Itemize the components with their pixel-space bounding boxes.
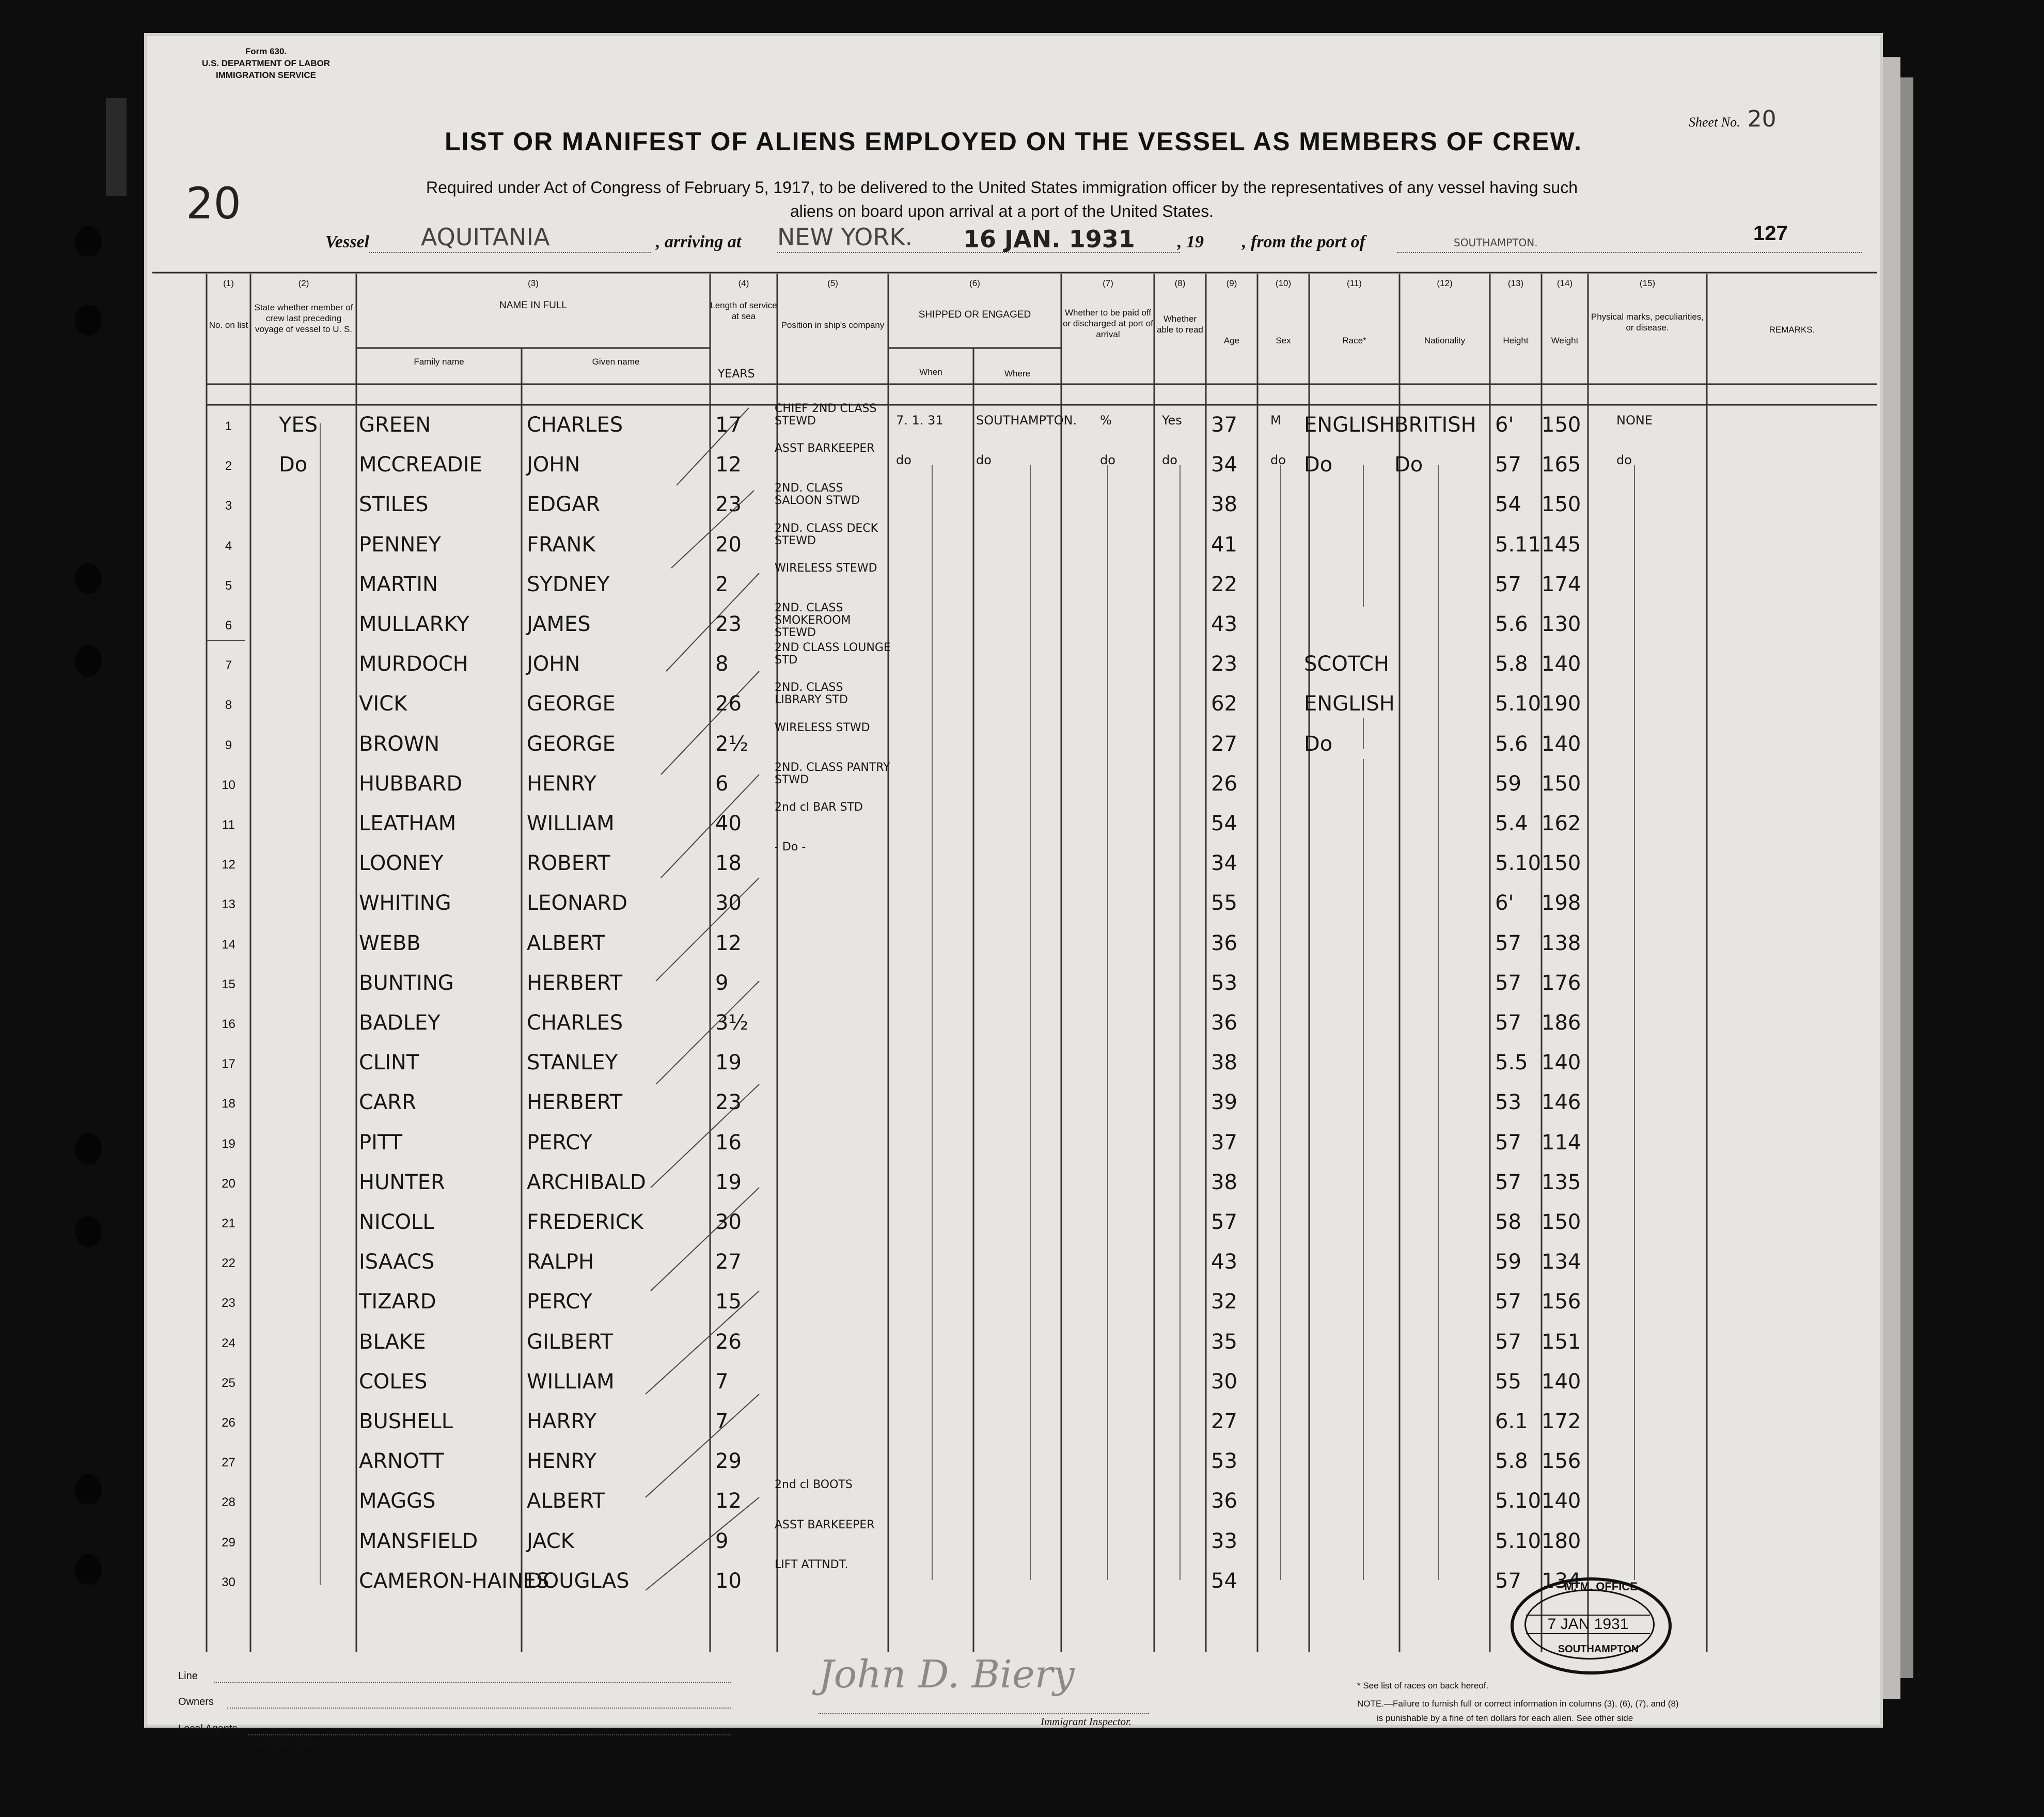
cell-race: Do <box>1304 453 1333 477</box>
cell-family: BADLEY <box>359 1011 441 1035</box>
cell-height: 6.1 <box>1495 1410 1528 1433</box>
cell-age: 43 <box>1211 1250 1237 1274</box>
cell-family: STILES <box>359 493 429 517</box>
cell-weight: 165 <box>1542 453 1581 477</box>
cell-given: ARCHIBALD <box>527 1170 646 1194</box>
cell-family: NICOLL <box>359 1210 434 1234</box>
cell-height: 5.8 <box>1495 652 1528 676</box>
cell-service: 7 <box>715 1369 729 1394</box>
cell-weight: 114 <box>1542 1130 1581 1155</box>
cell-family: PENNEY <box>359 532 441 557</box>
cell-age: 23 <box>1211 652 1237 676</box>
cell-weight: 172 <box>1542 1410 1581 1433</box>
cell-service: 19 <box>715 1051 742 1075</box>
cell-service: 12 <box>715 1489 742 1513</box>
margin-note: 20 <box>186 178 241 229</box>
cell-given: RALPH <box>527 1250 594 1274</box>
cell-service: 27 <box>715 1250 742 1274</box>
cell-given: JACK <box>527 1529 574 1553</box>
cell-no: 26 <box>222 1416 235 1430</box>
cell-height: 5.10 <box>1495 1529 1542 1553</box>
legal-requirement: Required under Act of Congress of February 5, 1917, to be delivered to the United States immigration officer by the representatives of any vessel having such aliens on board upon arrival at a port of the United States. <box>426 178 1578 220</box>
cell-height: 5.6 <box>1495 732 1528 756</box>
cell-height: 54 <box>1495 493 1521 517</box>
cell-given: HENRY <box>527 771 596 796</box>
cell-weight: 145 <box>1542 532 1581 557</box>
cell-age: 30 <box>1211 1369 1237 1394</box>
cell-no: 12 <box>222 858 235 872</box>
cell-given: LEONARD <box>527 891 627 915</box>
cell-given: GEORGE <box>527 732 616 756</box>
cell-given: JAMES <box>527 612 591 636</box>
cell-weight: 140 <box>1542 732 1581 756</box>
cell-weight: 150 <box>1542 771 1581 796</box>
cell-weight: 176 <box>1542 971 1581 995</box>
cell-weight: 135 <box>1542 1170 1581 1194</box>
cell-age: 38 <box>1211 1170 1237 1194</box>
cell-age: 33 <box>1211 1529 1237 1553</box>
cell-age: 39 <box>1211 1091 1237 1115</box>
service-name: IMMIGRATION SERVICE <box>216 70 316 80</box>
cell-position: 2ND CLASS LOUNGE STD <box>775 641 891 667</box>
cell-weight: 186 <box>1542 1011 1581 1035</box>
cell-no: 17 <box>222 1057 235 1071</box>
cell-age: 36 <box>1211 931 1237 955</box>
cell-height: 57 <box>1495 1569 1521 1593</box>
cell-position: ASST BARKEEPER <box>775 442 875 455</box>
cell-no: 21 <box>222 1216 235 1230</box>
cell-height: 57 <box>1495 971 1521 995</box>
cell-race: Do <box>1304 732 1333 756</box>
cell-service: 12 <box>715 931 742 955</box>
service-unit-note: YEARS <box>718 368 755 381</box>
cell-height: 57 <box>1495 1130 1521 1155</box>
department-name: U.S. DEPARTMENT OF LABOR <box>201 58 331 68</box>
cell-nationality: BRITISH <box>1394 413 1476 437</box>
cell-where: SOUTHAMPTON. <box>976 413 1077 428</box>
sheet-number: Sheet No. 20 <box>1689 106 1776 132</box>
cell-no: 11 <box>222 818 235 832</box>
cell-no: 14 <box>222 937 235 952</box>
column-header-3: (3) NAME IN FULL <box>499 278 567 311</box>
cell-sex: M <box>1270 413 1281 428</box>
cell-family: PITT <box>359 1130 403 1155</box>
cell-height: 57 <box>1495 1290 1521 1314</box>
cell-age: 27 <box>1211 1410 1237 1433</box>
cell-family: CLINT <box>359 1051 419 1075</box>
cell-family: MAGGS <box>359 1489 436 1513</box>
cell-height: 57 <box>1495 1011 1521 1035</box>
cell-no: 20 <box>222 1176 235 1191</box>
cell-service: 15 <box>715 1290 742 1314</box>
cell-height: 5.4 <box>1495 812 1528 835</box>
page-title: LIST OR MANIFEST OF ALIENS EMPLOYED ON THE VESSEL AS MEMBERS OF CREW. <box>445 127 1582 156</box>
cell-family: HUNTER <box>359 1170 445 1194</box>
cell-age: 57 <box>1211 1210 1237 1234</box>
cell-given: ROBERT <box>527 851 610 876</box>
cell-family: MURDOCH <box>359 652 468 676</box>
column-header-2: (2) State whether member of crew last preceding voyage of vessel to U. S. <box>254 278 353 334</box>
cell-weight: 151 <box>1542 1330 1581 1354</box>
cell-family: BUNTING <box>359 971 454 995</box>
cell-weight: 190 <box>1542 692 1581 716</box>
cell-service: 17 <box>715 413 742 437</box>
cell-read: do <box>1162 453 1177 468</box>
cell-weight: 156 <box>1542 1290 1581 1314</box>
cell-family: MARTIN <box>359 572 438 596</box>
cell-age: 38 <box>1211 1051 1237 1075</box>
cell-service: 12 <box>715 453 742 477</box>
cell-age: 62 <box>1211 692 1237 716</box>
cell-no: 7 <box>225 658 232 673</box>
cell-family: VICK <box>359 692 407 716</box>
cell-no: 16 <box>222 1017 235 1031</box>
cell-no: 18 <box>222 1097 235 1111</box>
cell-service: 16 <box>715 1130 742 1155</box>
cell-height: 53 <box>1495 1091 1521 1115</box>
cell-service: 2 <box>715 572 729 596</box>
cell-service: 19 <box>715 1170 742 1194</box>
cell-no: 4 <box>225 539 232 553</box>
cell-no: 15 <box>222 977 235 991</box>
local-agents-label: Local Agents <box>178 1723 238 1734</box>
races-note: * See list of races on back hereof. <box>1357 1681 1489 1690</box>
arrival-port: NEW YORK. <box>777 223 913 251</box>
cell-no: 3 <box>225 499 232 513</box>
cell-age: 32 <box>1211 1290 1237 1314</box>
cell-service: 26 <box>715 1330 742 1354</box>
cell-given: JOHN <box>527 652 580 676</box>
cell-age: 36 <box>1211 1489 1237 1513</box>
cell-weight: 138 <box>1542 931 1581 955</box>
cell-age: 34 <box>1211 851 1237 876</box>
cell-race: SCOTCH <box>1304 652 1389 676</box>
cell-height: 57 <box>1495 1330 1521 1354</box>
cell-given: FREDERICK <box>527 1210 643 1234</box>
cell-position: WIRELESS STEWD <box>775 561 877 575</box>
cell-service: 9 <box>715 1529 729 1553</box>
cell-age: 38 <box>1211 493 1237 517</box>
vessel-label: Vessel <box>325 232 369 251</box>
cell-service: 26 <box>715 692 742 716</box>
cell-when: do <box>896 453 911 468</box>
cell-family: LOONEY <box>359 851 444 876</box>
cell-given: GILBERT <box>527 1330 614 1354</box>
column-header-13: (13) Height <box>1503 278 1529 345</box>
cell-no: 19 <box>222 1136 235 1151</box>
cell-given: HARRY <box>527 1410 596 1433</box>
cell-service: 7 <box>715 1410 729 1433</box>
cell-given: JOHN <box>527 453 580 477</box>
cell-service: 23 <box>715 1091 742 1115</box>
cell-no: 2 <box>225 459 232 473</box>
cell-height: 57 <box>1495 453 1521 477</box>
column-header-14: (14) Weight <box>1551 278 1579 345</box>
cell-age: 27 <box>1211 732 1237 756</box>
cell-weight: 134 <box>1542 1569 1581 1593</box>
cell-height: 5.6 <box>1495 612 1528 636</box>
cell-family: BUSHELL <box>359 1410 453 1433</box>
cell-position: LIFT ATTNDT. <box>775 1558 848 1571</box>
cell-position: 2nd cl BOOTS <box>775 1478 853 1492</box>
column-header-5: (5) Position in ship's company <box>781 278 885 330</box>
cell-weight: 180 <box>1542 1529 1581 1553</box>
form-number: Form 630. <box>245 46 287 56</box>
cell-race: ENGLISH <box>1304 692 1395 716</box>
cell-height: 55 <box>1495 1369 1521 1394</box>
cell-no: 22 <box>222 1256 235 1271</box>
column-header-4: (4) Length of service at sea <box>710 278 777 321</box>
cell-height: 58 <box>1495 1210 1521 1234</box>
cell-position: 2nd cl BAR STD <box>775 801 863 814</box>
cell-no: 13 <box>222 897 235 912</box>
cell-weight: 140 <box>1542 1489 1581 1513</box>
cell-family: MCCREADIE <box>359 453 482 477</box>
cell-position: WIRELESS STWD <box>775 721 870 734</box>
cell-given: GEORGE <box>527 692 616 716</box>
cell-height: 6' <box>1495 413 1514 437</box>
cell-weight: 150 <box>1542 1210 1581 1234</box>
cell-weight: 174 <box>1542 572 1581 596</box>
cell-service: 18 <box>715 851 742 876</box>
cell-when: 7. 1. 31 <box>896 413 944 428</box>
column-header-7: (7) Whether to be paid off or discharged at port of arrival <box>1063 278 1153 339</box>
cell-weight: 198 <box>1542 891 1581 915</box>
cell-crew: Do <box>279 453 308 477</box>
cell-given: HERBERT <box>527 971 623 995</box>
cell-given: CHARLES <box>527 413 623 437</box>
cell-no: 8 <box>225 698 232 713</box>
cell-given: ALBERT <box>527 1489 605 1513</box>
cell-weight: 150 <box>1542 493 1581 517</box>
cell-family: BROWN <box>359 732 440 756</box>
stamp-top: M. M. OFFICE <box>1564 1580 1638 1593</box>
cell-age: 43 <box>1211 612 1237 636</box>
cell-height: 57 <box>1495 931 1521 955</box>
cell-family: BLAKE <box>359 1330 426 1354</box>
cell-height: 5.8 <box>1495 1449 1528 1474</box>
cell-service: 30 <box>715 891 742 915</box>
column-header-6: (6) SHIPPED OR ENGAGED <box>918 278 1031 320</box>
column-header-remarks: REMARKS. <box>1769 325 1815 335</box>
cell-given: SYDNEY <box>527 572 610 596</box>
cell-sex: do <box>1270 453 1286 468</box>
year-label: , 19 <box>1177 232 1204 251</box>
cell-weight: 162 <box>1542 812 1581 835</box>
cell-nationality: Do <box>1394 453 1423 477</box>
cell-position: 2ND. CLASS SMOKEROOM STEWD <box>775 602 851 639</box>
arrival-date: 16 JAN. 1931 <box>963 225 1135 253</box>
cell-weight: 150 <box>1542 851 1581 876</box>
cell-no: 25 <box>222 1376 235 1390</box>
cell-service: 40 <box>715 812 742 835</box>
cell-height: 6' <box>1495 891 1514 915</box>
cell-given: WILLIAM <box>527 812 615 835</box>
cell-height: 59 <box>1495 771 1521 796</box>
cell-height: 5.11 <box>1495 532 1542 557</box>
cell-weight: 150 <box>1542 413 1581 437</box>
cell-paid: % <box>1100 413 1112 428</box>
cell-service: 10 <box>715 1569 742 1593</box>
cell-age: 54 <box>1211 1569 1237 1593</box>
cell-service: 23 <box>715 612 742 636</box>
cell-where: do <box>976 453 992 468</box>
cell-family: CAMERON-HAINES <box>359 1569 549 1593</box>
cell-weight: 140 <box>1542 652 1581 676</box>
cell-age: 41 <box>1211 532 1237 557</box>
cell-family: LEATHAM <box>359 812 457 835</box>
column-header-12: (12) Nationality <box>1424 278 1466 345</box>
cell-no: 27 <box>222 1456 235 1470</box>
when-header: When <box>919 367 942 377</box>
cell-family: CARR <box>359 1091 416 1115</box>
vessel-name: AQUITANIA <box>421 223 550 251</box>
cell-weight: 156 <box>1542 1449 1581 1474</box>
cell-position: 2ND. CLASS LIBRARY STD <box>775 681 848 707</box>
cell-position: CHIEF 2ND CLASS STEWD <box>775 402 877 428</box>
column-header-11: (11) Race* <box>1342 278 1366 345</box>
cell-height: 59 <box>1495 1250 1521 1274</box>
cell-no: 6 <box>225 619 232 633</box>
cell-given: DOUGLAS <box>527 1569 630 1593</box>
cell-given: WILLIAM <box>527 1369 615 1394</box>
print-code: 24/1503—10/767 <box>259 1739 319 1748</box>
column-header-9: (9) Age <box>1223 278 1240 345</box>
cell-position: - Do - <box>775 841 806 854</box>
cell-no: 28 <box>222 1495 235 1510</box>
stamp-bottom: SOUTHAMPTON <box>1558 1644 1639 1655</box>
cell-no: 1 <box>225 419 232 433</box>
cell-race: ENGLISH <box>1304 413 1395 437</box>
cell-service: 9 <box>715 971 729 995</box>
cell-given: HERBERT <box>527 1091 623 1115</box>
cell-given: PERCY <box>527 1130 592 1155</box>
cell-no: 9 <box>225 738 232 752</box>
cell-crew: YES <box>279 413 318 437</box>
cell-height: 57 <box>1495 572 1521 596</box>
cell-family: ISAACS <box>359 1250 435 1274</box>
cell-family: MULLARKY <box>359 612 469 636</box>
arriving-label: , arriving at <box>656 232 742 251</box>
cell-weight: 134 <box>1542 1250 1581 1274</box>
cell-position: 2ND. CLASS SALOON STWD <box>775 482 860 508</box>
cell-no: 23 <box>222 1296 235 1310</box>
cell-given: CHARLES <box>527 1011 623 1035</box>
cell-service: 3½ <box>715 1011 749 1035</box>
cell-service: 2½ <box>715 732 749 756</box>
cell-service: 30 <box>715 1210 742 1234</box>
cell-height: 5.10 <box>1495 1489 1542 1513</box>
cell-marks: NONE <box>1616 413 1653 428</box>
cell-no: 29 <box>222 1535 235 1550</box>
cell-given: PERCY <box>527 1290 592 1314</box>
cell-height: 5.10 <box>1495 692 1542 716</box>
cell-given: STANLEY <box>527 1051 618 1075</box>
cell-given: EDGAR <box>527 493 601 517</box>
cell-weight: 140 <box>1542 1051 1581 1075</box>
given-name-header: Given name <box>592 357 640 367</box>
where-header: Where <box>1004 369 1031 378</box>
cell-age: 37 <box>1211 413 1237 437</box>
list-number: 127 <box>1753 222 1788 245</box>
inspector-label: Immigrant Inspector. <box>1041 1715 1132 1728</box>
column-header-8: (8) Whether able to read <box>1157 278 1203 335</box>
cell-age: 36 <box>1211 1011 1237 1035</box>
cell-position: ASST BARKEEPER <box>775 1518 875 1531</box>
cell-position: 2ND. CLASS PANTRY STWD <box>775 761 890 786</box>
cell-position: 2ND. CLASS DECK STEWD <box>775 522 878 547</box>
cell-no: 24 <box>222 1336 235 1350</box>
cell-height: 57 <box>1495 1170 1521 1194</box>
from-label: , from the port of <box>1242 232 1365 251</box>
cell-no: 10 <box>222 778 235 792</box>
cell-service: 20 <box>715 532 742 557</box>
cell-family: TIZARD <box>359 1290 436 1314</box>
cell-age: 53 <box>1211 971 1237 995</box>
cell-service: 23 <box>715 493 742 517</box>
cell-family: HUBBARD <box>359 771 463 796</box>
departure-port: SOUTHAMPTON. <box>1454 236 1538 249</box>
family-name-header: Family name <box>414 357 464 367</box>
line-label: Line <box>178 1670 198 1682</box>
cell-age: 26 <box>1211 771 1237 796</box>
column-header-1: (1) No. on list <box>209 278 248 330</box>
cell-age: 22 <box>1211 572 1237 596</box>
cell-height: 5.5 <box>1495 1051 1528 1075</box>
cell-family: COLES <box>359 1369 428 1394</box>
cell-weight: 140 <box>1542 1369 1581 1394</box>
cell-weight: 146 <box>1542 1091 1581 1115</box>
cell-weight: 130 <box>1542 612 1581 636</box>
cell-given: FRANK <box>527 532 595 557</box>
cell-family: ARNOTT <box>359 1449 444 1474</box>
column-header-10: (10) Sex <box>1275 278 1292 345</box>
cell-service: 29 <box>715 1449 742 1474</box>
cell-read: Yes <box>1162 413 1182 428</box>
cell-paid: do <box>1100 453 1115 468</box>
note-line-1: NOTE.—Failure to furnish full or correct information in columns (3), (6), (7), and (8) <box>1357 1699 1679 1709</box>
cell-age: 35 <box>1211 1330 1237 1354</box>
cell-family: WEBB <box>359 931 421 955</box>
cell-service: 8 <box>715 652 729 676</box>
inspector-signature: John D. Biery <box>819 1652 1075 1697</box>
cell-age: 53 <box>1211 1449 1237 1474</box>
cell-family: GREEN <box>359 413 431 437</box>
cell-marks: do <box>1616 453 1632 468</box>
column-header-15: (15) Physical marks, peculiarities, or disease. <box>1591 278 1704 333</box>
cell-age: 54 <box>1211 812 1237 835</box>
cell-service: 6 <box>715 771 729 796</box>
cell-family: MANSFIELD <box>359 1529 478 1553</box>
cell-no: 5 <box>225 578 232 593</box>
stamp-date: 7 JAN 1931 <box>1526 1615 1650 1634</box>
cell-age: 34 <box>1211 453 1237 477</box>
cell-height: 5.10 <box>1495 851 1542 876</box>
cell-no: 30 <box>222 1575 235 1589</box>
cell-family: WHITING <box>359 891 451 915</box>
cell-given: HENRY <box>527 1449 596 1474</box>
note-line-2: is punishable by a fine of ten dollars for each alien. See other side <box>1377 1713 1633 1723</box>
cell-age: 55 <box>1211 891 1237 915</box>
cell-age: 37 <box>1211 1130 1237 1155</box>
owners-label: Owners <box>178 1696 214 1708</box>
cell-given: ALBERT <box>527 931 605 955</box>
